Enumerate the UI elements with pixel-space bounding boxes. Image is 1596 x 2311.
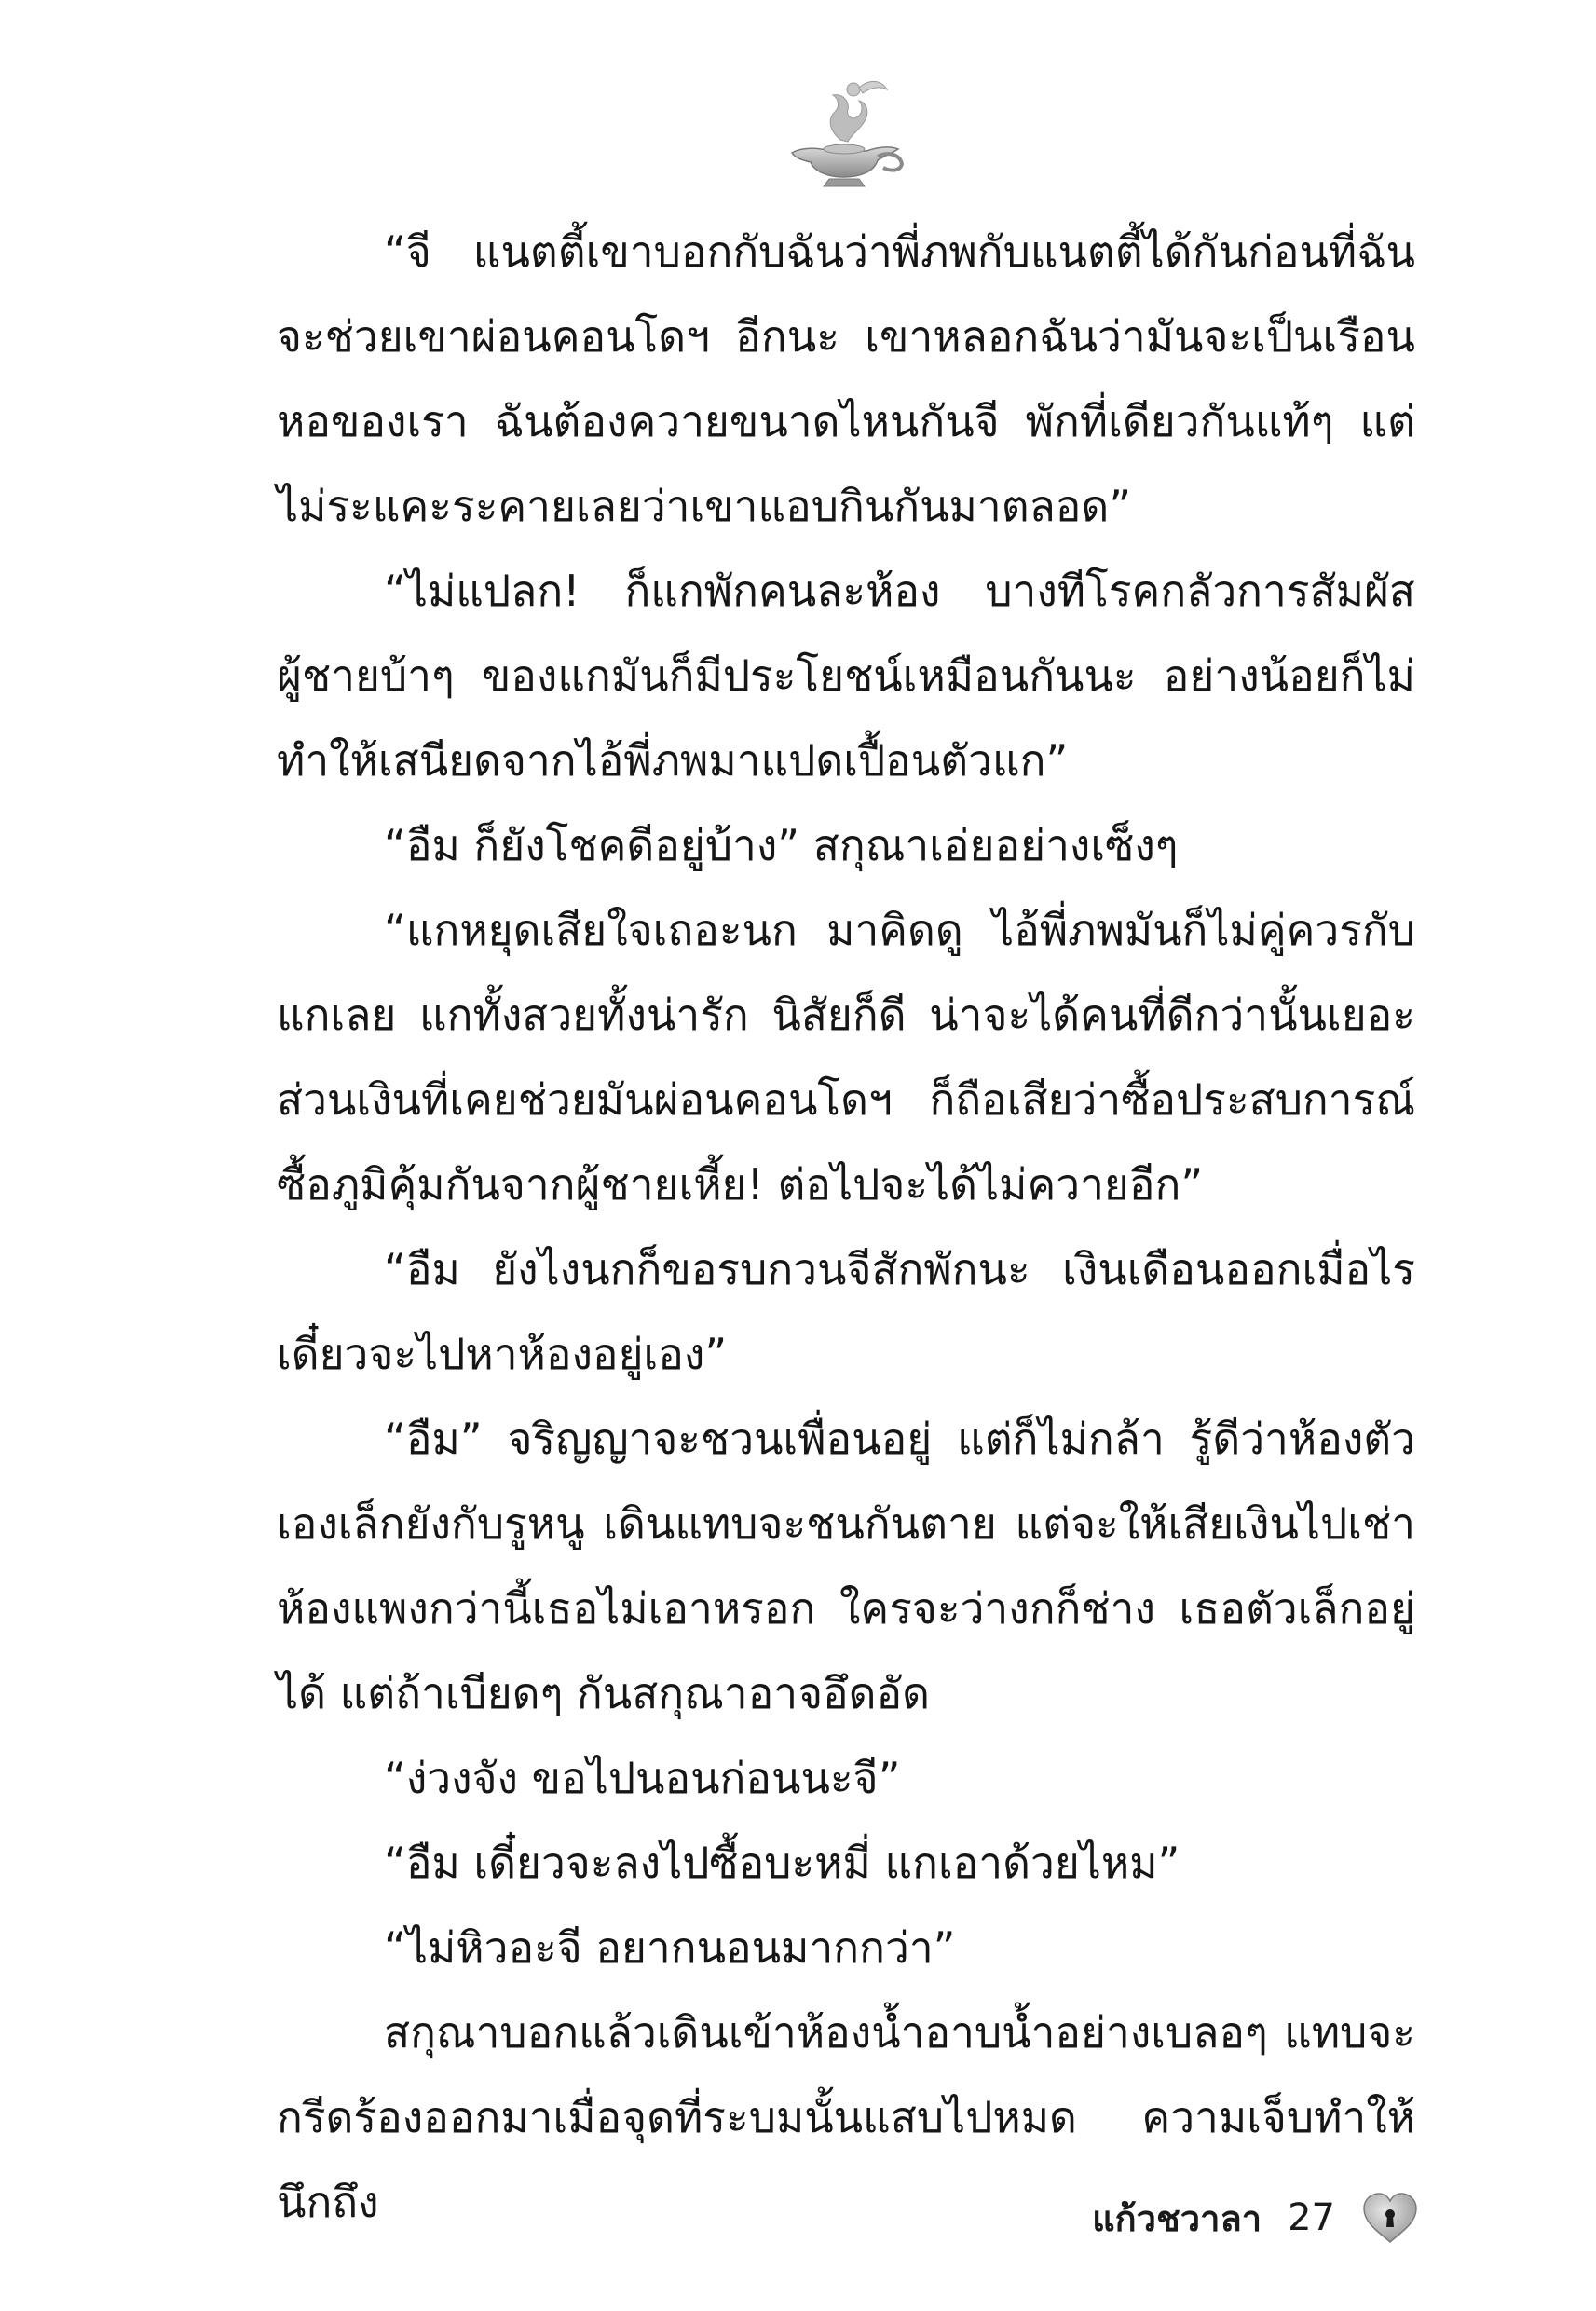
paragraph: “อืม ยังไงนกก็ขอรบกวนจีสักพักนะ เงินเดือนออกเมื่อไรเดี๋ยวจะไปหาห้องอยู่เอง” — [277, 1244, 1415, 1379]
page-number: 27 — [1288, 2196, 1335, 2239]
paragraph: “แกหยุดเสียใจเถอะนก มาคิดดู ไอ้พี่ภพมันก็ไม่คู่ควรกับแกเลย แกทั้งสวยทั้งน่ารัก นิสัยก็ดี น่าจะได้คนที่ดีกว่านั้นเยอะส่วนเงินที่เคยช่วยมันผ่อนคอนโดฯ ก็ถือเสียว่าซื้อประสบการณ์ซื้อภูมิคุ้มกันจากผู้ชายเหี้ย! ต่อไปจะได้ไม่ควายอีก” — [277, 905, 1415, 1210]
book-title: แก้วชวาลา — [1092, 2197, 1262, 2239]
paragraph: “อืม เดี๋ยวจะลงไปซื้อบะหมี่ แกเอาด้วยไหม” — [384, 1838, 1180, 1888]
paragraph: “อืม” จริญญาจะชวนเพื่อนอยู่ แต่ก็ไม่กล้า รู้ดีว่าห้องตัวเองเล็กยังกับรูหนู เดินแทบจะชนกันตาย แต่จะให้เสียเงินไปเช่าห้องแพงกว่านี้เธอไม่เอาหรอก ใครจะว่างกก็ช่าง เธอตัวเล็กอยู่ได้ แต่ถ้าเบียดๆ กันสกุณาอาจอึดอัด — [277, 1414, 1415, 1718]
body-text — [277, 210, 1415, 2245]
paragraph: “ง่วงจัง ขอไปนอนก่อนนะจี” — [384, 1753, 901, 1803]
paragraph: “จี แนตตี้เขาบอกกับฉันว่าพี่ภพกับแนตตี้ได้กันก่อนที่ฉันจะช่วยเขาผ่อนคอนโดฯ อีกนะ เขาหลอกฉันว่ามันจะเป็นเรือนหอของเรา ฉันต้องควายขนาดไหนกันจี พักที่เดียวกันแท้ๆ แต่ไม่ระแคะระคายเลยว่าเขาแอบกินกันมาตลอด” — [277, 226, 1415, 531]
page-footer — [1092, 2181, 1419, 2255]
paragraph: “ไม่แปลก! ก็แกพักคนละห้อง บางทีโรคกลัวการสัมผัสผู้ชายบ้าๆ ของแกมันก็มีประโยชน์เหมือนกันนะ อย่างน้อยก็ไม่ทำให้เสนียดจากไอ้พี่ภพมาแปดเปื้อนตัวแก” — [277, 566, 1415, 786]
paragraph: “อืม ก็ยังโชคดีอยู่บ้าง” สกุณาเอ่ยอย่างเซ็งๆ — [384, 820, 1179, 870]
paragraph: สกุณาบอกแล้วเดินเข้าห้องน้ำอาบน้ำอย่างเบลอๆ แทบจะกรีดร้องออกมาเมื่อจุดที่ระบมนั้นแสบไปหมด ความเจ็บทำให้นึกถึง — [277, 2007, 1415, 2227]
genie-lamp-icon — [773, 75, 913, 191]
paragraph: “ไม่หิวอะจี อยากนอนมากกว่า” — [384, 1922, 956, 1973]
heart-keyhole-icon — [1361, 2192, 1419, 2244]
